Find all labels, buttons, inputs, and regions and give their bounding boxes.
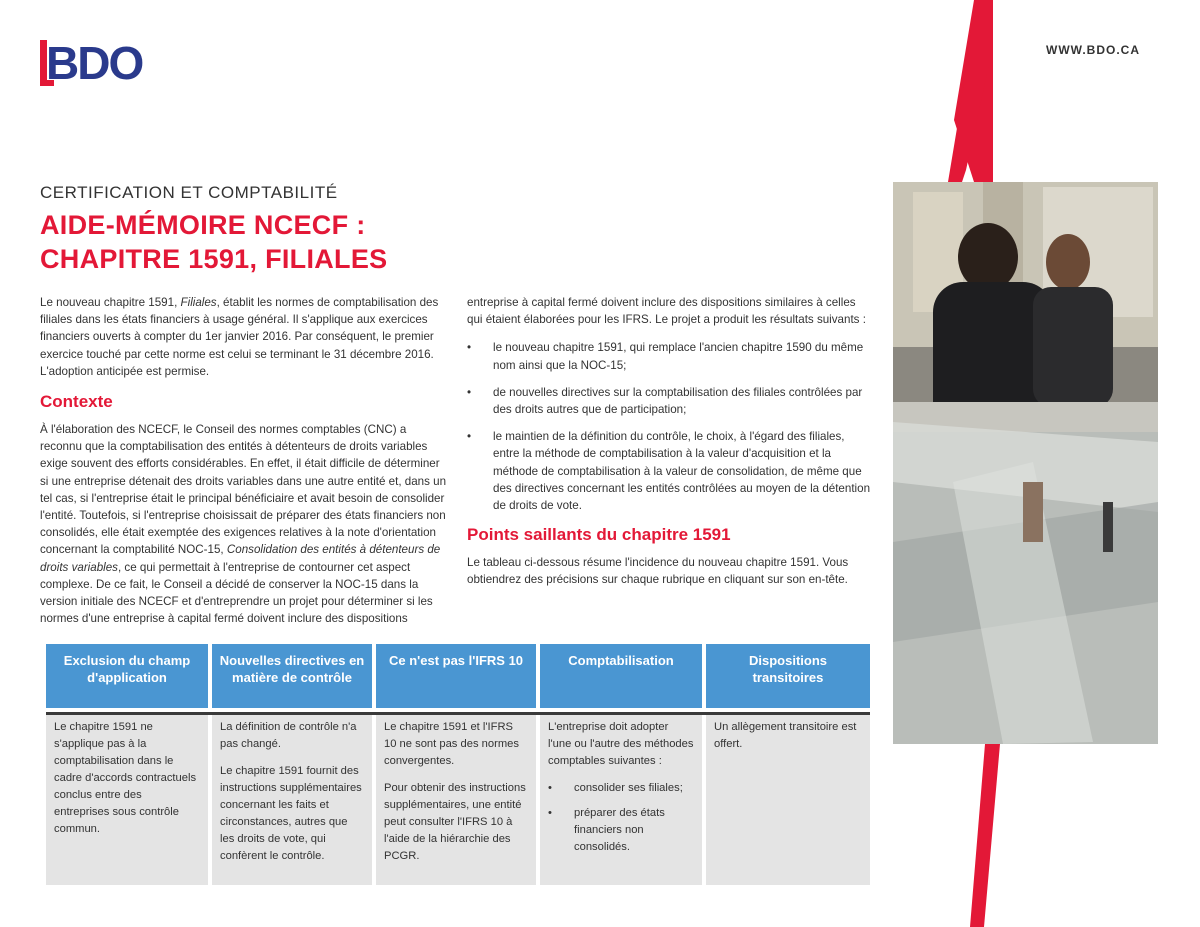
list-item: • consolider ses filiales; <box>548 780 694 797</box>
title-line-1: AIDE-MÉMOIRE NCECF : <box>40 210 366 240</box>
list-item: • le maintien de la définition du contrôle, le choix, à l'égard des filiales, entre la méthode de comptabilisation à la valeur d'acquisition et la méthode de comptabilisation à la valeur de consolidation, de même que des directives concernant les entités contrôlées au moyen de la détention de droits de vote. <box>467 428 873 514</box>
table-header-control[interactable]: Nouvelles directives en matière de contrôle <box>212 644 372 708</box>
logo-text: BDO <box>46 37 143 89</box>
context-heading: Contexte <box>40 392 113 412</box>
table-cell-scope: Le chapitre 1591 ne s'applique pas à la comptabilisation dans le cadre d'accords contractuels conclus entre des entreprises sous contrôle commun. <box>46 715 208 885</box>
results-list <box>467 339 873 514</box>
bdo-logo <box>40 37 162 89</box>
column-left <box>40 294 450 636</box>
highlights-paragraph: Le tableau ci-dessous résume l'incidence du nouveau chapitre 1591. Vous obtiendrez des précisions sur chaque rubrique en cliquant sur son en-tête. <box>467 556 849 587</box>
list-item: • préparer des états financiers non consolidés. <box>548 805 694 856</box>
intro-paragraph: Le nouveau chapitre 1591, Filiales, établit les normes de comptabilisation des filiales dans les états financiers à usage général. Il s'applique aux exercices financiers ouverts à compter du 1er janvier 2016. Par conséquent, le premier exercice touché par cette norme est celui se terminant le 31 décembre 2016. L'adoption anticipée est permise. <box>40 296 439 378</box>
highlights-heading: Points saillants du chapitre 1591 <box>467 525 731 545</box>
context-paragraph: À l'élaboration des NCECF, le Conseil des normes comptables (CNC) a reconnu que la comptabilisation des entités à détenteurs de droits variables exige souvent des efforts considérables. En effet, il était difficile de déterminer si une entreprise détenait des droits variables dans une autre entité et, dans un tel cas, si l'entreprise était le principal bénéficiaire et avait besoin de consolider l'entité. Toutefois, si l'entreprise choisissait de préparer des états financiers non consolidés, elle était exemptée des exigences relatives à la note d'orientation concernant la comptabilité NOC-15, Consolidation des entités à détenteurs de droits variables, ce qui permettait à l'entreprise de contourner cet aspect complexe. De ce fait, le Conseil a décidé de conserver la NOC-15 dans la version initiale des NCECF et d'entreprendre un projet pour déterminer si les normes d'une entreprise à capital fermé doivent inclure des dispositions <box>40 423 447 626</box>
section-kicker: CERTIFICATION ET COMPTABILITÉ <box>40 183 338 202</box>
column-right <box>467 294 873 600</box>
table-cell-control: La définition de contrôle n'a pas changé. Le chapitre 1591 fournit des instructions supplémentaires concernant les faits et circonstances, autres que les droits de vote, qui confèrent le contrôle. <box>212 715 372 885</box>
page-title <box>40 208 387 276</box>
table-header-ifrs10[interactable]: Ce n'est pas l'IFRS 10 <box>376 644 536 708</box>
website-link[interactable]: WWW.BDO.CA <box>1046 43 1140 57</box>
table-cell-accounting: L'entreprise doit adopter l'une ou l'autre des méthodes comptables suivantes : • consolider ses filiales; • préparer des états financiers non consolidés. <box>540 715 702 885</box>
list-item: • de nouvelles directives sur la comptabilisation des filiales contrôlées par des droits autres que de participation; <box>467 384 873 418</box>
summary-table <box>46 644 870 885</box>
table-header-transition[interactable]: Dispositions transitoires <box>706 644 870 708</box>
table-header-scope[interactable]: Exclusion du champ d'application <box>46 644 208 708</box>
table-cell-transition: Un allègement transitoire est offert. <box>706 715 870 885</box>
table-cell-ifrs10: Le chapitre 1591 et l'IFRS 10 ne sont pas des normes convergentes. Pour obtenir des instructions supplémentaires, une entité peut consulter l'IFRS 10 à l'aide de la hiérarchie des PCGR. <box>376 715 536 885</box>
table-header-accounting[interactable]: Comptabilisation <box>540 644 702 708</box>
context-continuation: entreprise à capital fermé doivent inclure des dispositions similaires à celles qui étaient élaborées pour les IFRS. Le projet a produit les résultats suivants : <box>467 296 866 327</box>
title-line-2: CHAPITRE 1591, FILIALES <box>40 244 388 274</box>
list-item: • le nouveau chapitre 1591, qui remplace l'ancien chapitre 1590 du même nom ainsi que la NOC-15; <box>467 339 873 373</box>
office-meeting-photo <box>893 182 1158 744</box>
